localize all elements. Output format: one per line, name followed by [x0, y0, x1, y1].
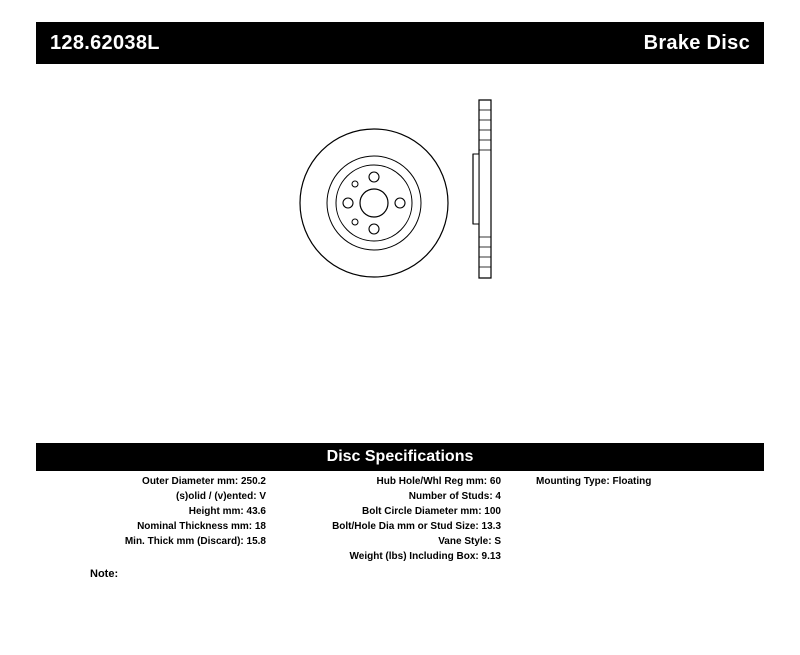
spec-item: Bolt Circle Diameter mm: 100 [362, 506, 501, 517]
spec-item: Nominal Thickness mm: 18 [137, 521, 266, 532]
spec-item: Mounting Type: Floating [536, 476, 652, 487]
spec-item: Vane Style: S [438, 536, 501, 547]
spec-title: Disc Specifications [326, 448, 474, 465]
note-label: Note: [90, 568, 119, 580]
spec-column-left [36, 474, 266, 549]
spec-item: Outer Diameter mm: 250.2 [142, 476, 266, 487]
spec-item: Height mm: 43.6 [188, 506, 266, 517]
rotor-face-view [296, 108, 466, 298]
technical-drawing [36, 80, 764, 410]
rotor-edge-view [461, 92, 521, 292]
spec-item: Number of Studs: 4 [408, 491, 501, 502]
spec-item: Hub Hole/Whl Reg mm: 60 [376, 476, 501, 487]
part-number: 128.62038L [50, 31, 160, 54]
spec-item: (s)olid / (v)ented: V [176, 491, 266, 502]
spec-column-right [536, 474, 764, 489]
product-type-label: Brake Disc [643, 31, 750, 54]
spec-title-bar [36, 443, 764, 471]
spec-item: Bolt/Hole Dia mm or Stud Size: 13.3 [332, 521, 501, 532]
spec-item: Weight (lbs) Including Box: 9.13 [349, 551, 501, 562]
header-bar [36, 22, 764, 64]
note-row [36, 568, 336, 580]
spec-item: Min. Thick mm (Discard): 15.8 [124, 536, 266, 547]
spec-column-middle [276, 474, 501, 564]
